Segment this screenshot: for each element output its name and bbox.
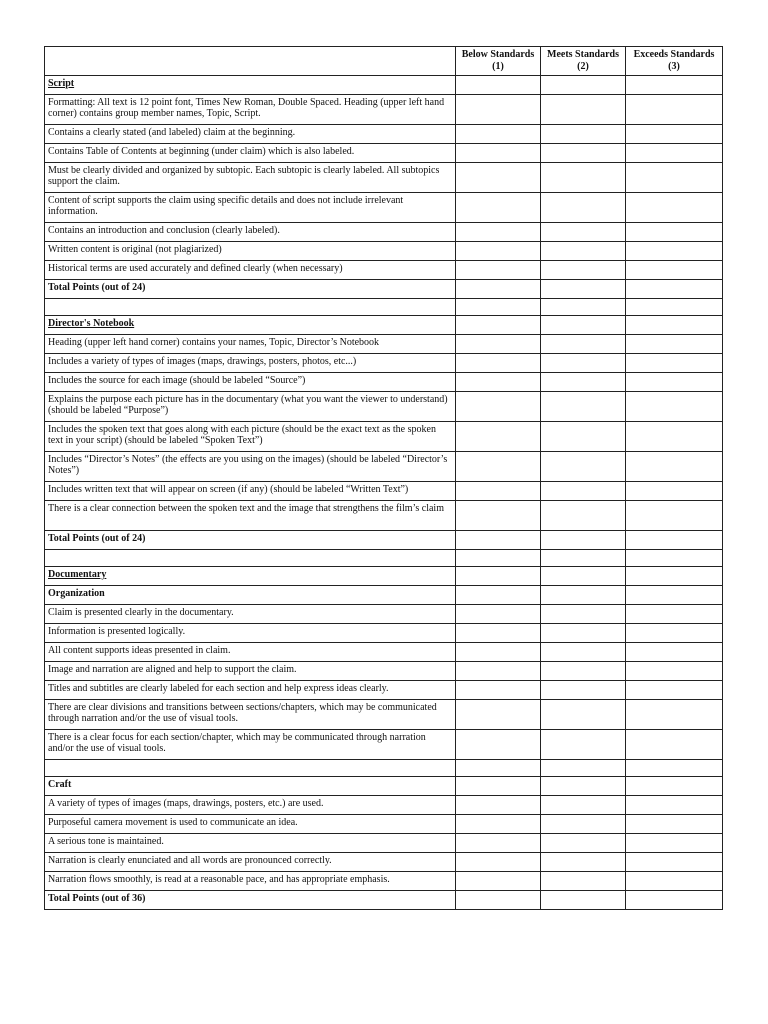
criterion-row [45, 643, 723, 662]
cell-text: Craft [48, 779, 72, 790]
score-cell-exceeds [626, 193, 723, 223]
cell-text: Explains the purpose each picture has in the documentary (what you want the viewer to understand) (should be labeled “Purpose”) [48, 394, 448, 416]
score-cell-exceeds [626, 422, 723, 452]
score-cell-below [456, 422, 541, 452]
criterion-text [45, 354, 456, 373]
cell-text: Contains Table of Contents at beginning (under claim) which is also labeled. [48, 146, 355, 157]
score-cell-exceeds [626, 624, 723, 643]
cell-text: Includes “Director’s Notes” (the effects are you using on the images) (should be labeled “Director’s Notes”) [48, 454, 448, 476]
cell-text: A serious tone is maintained. [48, 836, 164, 847]
score-cell-below [456, 700, 541, 730]
score-cell-below [456, 796, 541, 815]
score-cell-exceeds [626, 796, 723, 815]
cell-text: Total Points (out of 24) [48, 533, 146, 544]
cell-text: Purposeful camera movement is used to communicate an idea. [48, 817, 298, 828]
score-cell-meets [541, 223, 626, 242]
total-label [45, 531, 456, 550]
score-cell-exceeds [626, 95, 723, 125]
cell-text: Narration is clearly enunciated and all words are pronounced correctly. [48, 855, 332, 866]
criterion-row [45, 125, 723, 144]
score-cell-below [456, 872, 541, 891]
cell-text: Total Points (out of 24) [48, 282, 146, 293]
cell-text: Content of script supports the claim using specific details and does not include irrelevant information. [48, 195, 404, 217]
cell-text: Includes the source for each image (should be labeled “Source”) [48, 375, 306, 386]
criterion-text [45, 163, 456, 193]
criterion-text [45, 193, 456, 223]
criterion-row [45, 834, 723, 853]
section-title [45, 316, 456, 335]
criterion-row [45, 392, 723, 422]
criterion-text [45, 242, 456, 261]
criterion-row [45, 261, 723, 280]
criterion-text [45, 681, 456, 700]
score-cell-below [456, 834, 541, 853]
section-title [45, 777, 456, 796]
spacer-row [45, 550, 723, 567]
criterion-text [45, 853, 456, 872]
spacer-cell [45, 299, 456, 316]
score-cell-below [456, 144, 541, 163]
total-row [45, 531, 723, 550]
score-cell-below [456, 95, 541, 125]
score-cell-meets [541, 834, 626, 853]
level-header-meets [541, 47, 626, 76]
criterion-text [45, 125, 456, 144]
score-cell-exceeds [626, 125, 723, 144]
score-cell-exceeds [626, 567, 723, 586]
criterion-row [45, 452, 723, 482]
score-cell-exceeds [626, 662, 723, 681]
score-cell-below [456, 605, 541, 624]
score-cell-exceeds [626, 700, 723, 730]
score-cell-below [456, 815, 541, 834]
criterion-row [45, 681, 723, 700]
score-cell-exceeds [626, 730, 723, 760]
score-cell-below [456, 853, 541, 872]
score-cell-meets [541, 95, 626, 125]
total-label [45, 280, 456, 299]
score-cell-below [456, 299, 541, 316]
criterion-text [45, 643, 456, 662]
spacer-row [45, 299, 723, 316]
score-cell-exceeds [626, 681, 723, 700]
score-cell-exceeds [626, 891, 723, 910]
score-cell-exceeds [626, 643, 723, 662]
criterion-row [45, 605, 723, 624]
cell-text: Director's Notebook [48, 318, 135, 329]
criterion-row [45, 373, 723, 392]
score-cell-below [456, 501, 541, 531]
cell-text: Titles and subtitles are clearly labeled for each section and help express ideas clearly. [48, 683, 389, 694]
score-cell-exceeds [626, 815, 723, 834]
score-cell-exceeds [626, 550, 723, 567]
criterion-text [45, 700, 456, 730]
cell-text: There is a clear connection between the spoken text and the image that strengthens the film’s claim [48, 503, 444, 514]
score-cell-meets [541, 853, 626, 872]
total-row [45, 891, 723, 910]
score-cell-meets [541, 730, 626, 760]
score-cell-meets [541, 280, 626, 299]
section-row [45, 316, 723, 335]
cell-text: Contains an introduction and conclusion (clearly labeled). [48, 225, 280, 236]
criterion-row [45, 482, 723, 501]
score-cell-meets [541, 501, 626, 531]
score-cell-meets [541, 335, 626, 354]
score-cell-exceeds [626, 501, 723, 531]
score-cell-exceeds [626, 144, 723, 163]
criterion-row [45, 422, 723, 452]
score-cell-exceeds [626, 299, 723, 316]
spacer-cell [45, 760, 456, 777]
criterion-text [45, 662, 456, 681]
score-cell-meets [541, 796, 626, 815]
cell-text: Includes the spoken text that goes along with each picture (should be the exact text as the spoken text in your script) (should be labeled “Spoken Text”) [48, 424, 436, 446]
score-cell-exceeds [626, 531, 723, 550]
score-cell-meets [541, 605, 626, 624]
score-cell-meets [541, 76, 626, 95]
criterion-row [45, 193, 723, 223]
criterion-row [45, 163, 723, 193]
section-row [45, 777, 723, 796]
cell-text: There are clear divisions and transitions between sections/chapters, which may be communicated through narration and/or the use of visual tools. [48, 702, 437, 724]
cell-text: Documentary [48, 569, 107, 580]
criterion-text [45, 335, 456, 354]
cell-text: Heading (upper left hand corner) contains your names, Topic, Director’s Notebook [48, 337, 380, 348]
score-cell-meets [541, 624, 626, 643]
score-cell-below [456, 586, 541, 605]
score-cell-meets [541, 422, 626, 452]
criterion-row [45, 796, 723, 815]
score-cell-exceeds [626, 373, 723, 392]
score-cell-meets [541, 531, 626, 550]
score-cell-meets [541, 392, 626, 422]
score-cell-below [456, 335, 541, 354]
score-cell-below [456, 643, 541, 662]
section-row [45, 76, 723, 95]
score-cell-below [456, 891, 541, 910]
cell-text: All content supports ideas presented in claim. [48, 645, 231, 656]
score-cell-exceeds [626, 586, 723, 605]
criterion-text [45, 872, 456, 891]
total-row [45, 280, 723, 299]
score-cell-below [456, 482, 541, 501]
level-score: (2) [577, 61, 589, 72]
score-cell-exceeds [626, 354, 723, 373]
score-cell-below [456, 261, 541, 280]
score-cell-exceeds [626, 777, 723, 796]
criterion-text [45, 373, 456, 392]
criterion-text [45, 501, 456, 531]
score-cell-below [456, 193, 541, 223]
criterion-row [45, 242, 723, 261]
cell-text: A variety of types of images (maps, drawings, posters, etc.) are used. [48, 798, 324, 809]
score-cell-below [456, 681, 541, 700]
score-cell-below [456, 567, 541, 586]
score-cell-meets [541, 193, 626, 223]
cell-text: Information is presented logically. [48, 626, 186, 637]
score-cell-below [456, 242, 541, 261]
cell-text: Script [48, 78, 75, 89]
score-cell-meets [541, 144, 626, 163]
criterion-row [45, 95, 723, 125]
score-cell-exceeds [626, 163, 723, 193]
criterion-text [45, 95, 456, 125]
score-cell-meets [541, 125, 626, 144]
score-cell-below [456, 662, 541, 681]
score-cell-below [456, 125, 541, 144]
score-cell-exceeds [626, 392, 723, 422]
score-cell-below [456, 452, 541, 482]
score-cell-exceeds [626, 261, 723, 280]
spacer-row [45, 760, 723, 777]
header-row [45, 47, 723, 76]
criterion-text [45, 452, 456, 482]
section-title [45, 567, 456, 586]
score-cell-meets [541, 261, 626, 280]
rubric-body [45, 76, 723, 910]
score-cell-below [456, 223, 541, 242]
cell-text: Must be clearly divided and organized by subtopic. Each subtopic is clearly labeled. All subtopics support the claim. [48, 165, 440, 187]
section-title [45, 586, 456, 605]
level-header-below [456, 47, 541, 76]
score-cell-below [456, 777, 541, 796]
score-cell-meets [541, 891, 626, 910]
criterion-row [45, 815, 723, 834]
criterion-row [45, 700, 723, 730]
score-cell-meets [541, 700, 626, 730]
criterion-text [45, 796, 456, 815]
criterion-row [45, 354, 723, 373]
section-row [45, 567, 723, 586]
cell-text: Contains a clearly stated (and labeled) claim at the beginning. [48, 127, 296, 138]
score-cell-meets [541, 482, 626, 501]
score-cell-exceeds [626, 760, 723, 777]
score-cell-meets [541, 373, 626, 392]
score-cell-exceeds [626, 76, 723, 95]
score-cell-exceeds [626, 482, 723, 501]
criterion-row [45, 872, 723, 891]
score-cell-exceeds [626, 605, 723, 624]
criterion-text [45, 392, 456, 422]
criterion-row [45, 223, 723, 242]
level-name: Exceeds Standards [633, 49, 715, 60]
score-cell-below [456, 531, 541, 550]
score-cell-exceeds [626, 834, 723, 853]
score-cell-meets [541, 643, 626, 662]
cell-text: Image and narration are aligned and help to support the claim. [48, 664, 297, 675]
cell-text: Includes written text that will appear on screen (if any) (should be labeled “Written Text”) [48, 484, 409, 495]
score-cell-below [456, 624, 541, 643]
score-cell-below [456, 316, 541, 335]
cell-text: Narration flows smoothly, is read at a reasonable pace, and has appropriate emphasis. [48, 874, 390, 885]
rubric-table [44, 46, 723, 910]
score-cell-below [456, 163, 541, 193]
cell-text: Formatting: All text is 12 point font, Times New Roman, Double Spaced. Heading (upper left hand corner) contains group member names, Topic, Script. [48, 97, 445, 119]
score-cell-below [456, 550, 541, 567]
cell-text: Organization [48, 588, 105, 599]
criterion-row [45, 335, 723, 354]
cell-text: Claim is presented clearly in the documentary. [48, 607, 234, 618]
criterion-text [45, 144, 456, 163]
cell-text: Includes a variety of types of images (maps, drawings, posters, photos, etc...) [48, 356, 357, 367]
score-cell-meets [541, 760, 626, 777]
score-cell-meets [541, 550, 626, 567]
score-cell-meets [541, 815, 626, 834]
criterion-text [45, 834, 456, 853]
score-cell-below [456, 280, 541, 299]
level-header-exceeds [626, 47, 723, 76]
section-title [45, 76, 456, 95]
score-cell-meets [541, 567, 626, 586]
cell-text: Written content is original (not plagiarized) [48, 244, 222, 255]
score-cell-below [456, 373, 541, 392]
cell-text: Historical terms are used accurately and defined clearly (when necessary) [48, 263, 343, 274]
score-cell-meets [541, 299, 626, 316]
score-cell-meets [541, 586, 626, 605]
score-cell-exceeds [626, 335, 723, 354]
score-cell-exceeds [626, 223, 723, 242]
score-cell-meets [541, 681, 626, 700]
score-cell-meets [541, 316, 626, 335]
criterion-row [45, 144, 723, 163]
level-name: Below Standards [461, 49, 535, 60]
criterion-row [45, 730, 723, 760]
section-row [45, 586, 723, 605]
score-cell-exceeds [626, 280, 723, 299]
score-cell-exceeds [626, 452, 723, 482]
criteria-header [45, 47, 456, 76]
score-cell-exceeds [626, 853, 723, 872]
criterion-row [45, 501, 723, 531]
level-score: (1) [492, 61, 504, 72]
criterion-row [45, 853, 723, 872]
score-cell-below [456, 392, 541, 422]
score-cell-meets [541, 242, 626, 261]
score-cell-meets [541, 777, 626, 796]
score-cell-below [456, 354, 541, 373]
criterion-text [45, 422, 456, 452]
level-score: (3) [668, 61, 680, 72]
criterion-text [45, 624, 456, 643]
cell-text: Total Points (out of 36) [48, 893, 146, 904]
score-cell-below [456, 76, 541, 95]
criterion-text [45, 482, 456, 501]
criterion-row [45, 662, 723, 681]
score-cell-meets [541, 163, 626, 193]
level-name: Meets Standards [547, 49, 619, 60]
criterion-row [45, 624, 723, 643]
total-label [45, 891, 456, 910]
criterion-text [45, 730, 456, 760]
criterion-text [45, 815, 456, 834]
score-cell-exceeds [626, 316, 723, 335]
score-cell-meets [541, 872, 626, 891]
criterion-text [45, 223, 456, 242]
score-cell-exceeds [626, 872, 723, 891]
cell-text: There is a clear focus for each section/chapter, which may be communicated through narration and/or the use of visual tools. [48, 732, 426, 754]
spacer-cell [45, 550, 456, 567]
score-cell-below [456, 730, 541, 760]
criterion-text [45, 605, 456, 624]
score-cell-exceeds [626, 242, 723, 261]
criterion-text [45, 261, 456, 280]
score-cell-meets [541, 662, 626, 681]
score-cell-meets [541, 354, 626, 373]
score-cell-meets [541, 452, 626, 482]
score-cell-below [456, 760, 541, 777]
